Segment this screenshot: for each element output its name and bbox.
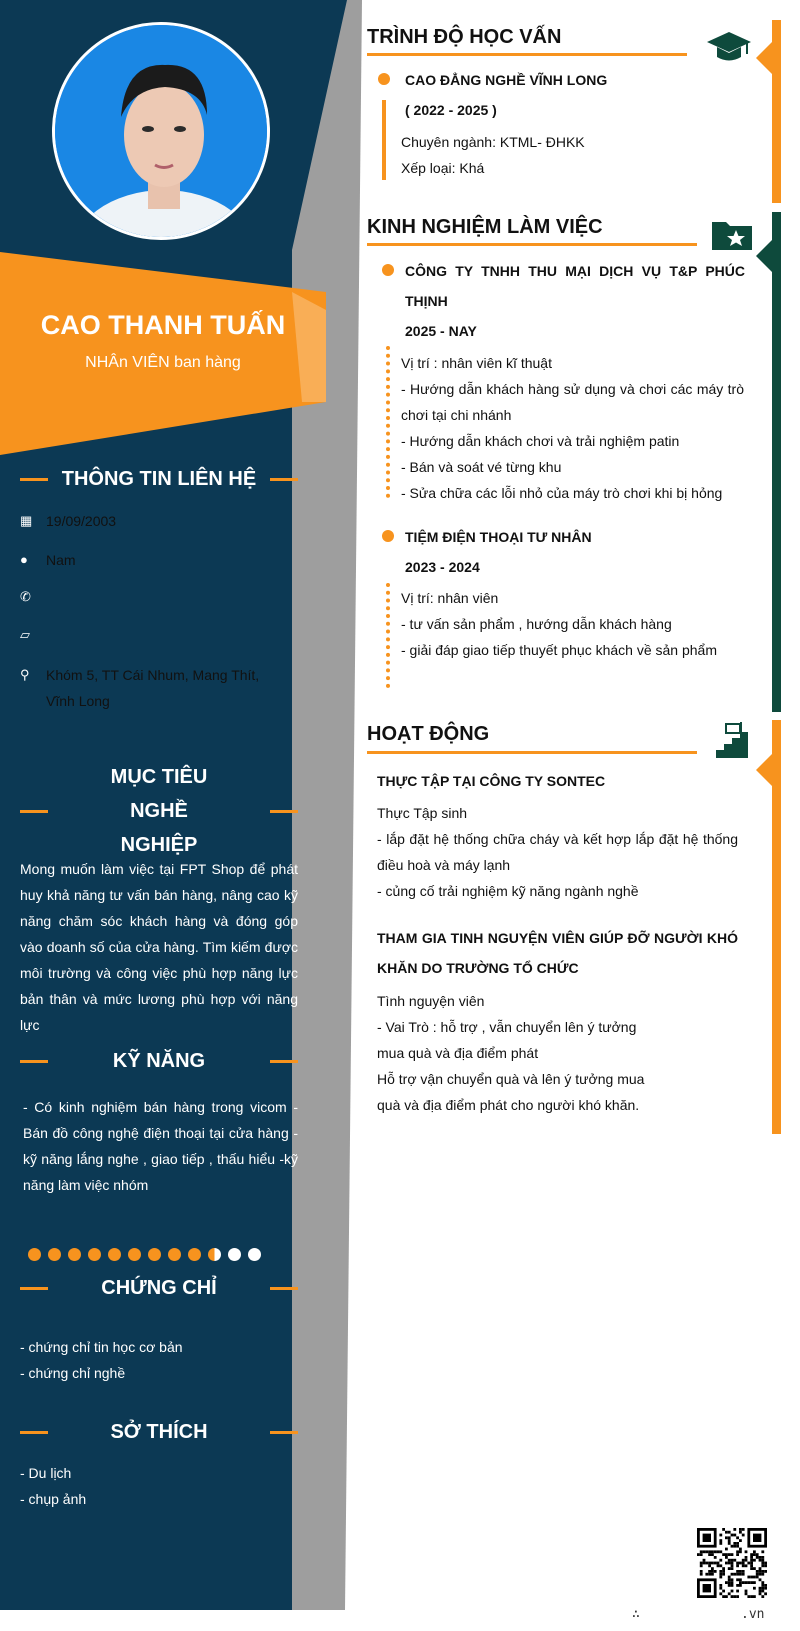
job-line: - Bán và soát vé từng khu — [401, 459, 562, 475]
timeline-line — [382, 100, 386, 180]
activity-details — [377, 988, 667, 1118]
job-line: Vị trí : nhân viên kĩ thuật — [401, 355, 552, 371]
objective-text: Mong muốn làm việc tại FPT Shop để phát huy khả năng tư vấn bán hàng, nâng cao kỹ năng chăm sóc khách hàng và đóng góp vào doanh số của cửa hàng. Tìm kiếm được môi trường và công việc phù hợp năng lực bản thân và mức lương phù hợp với năng lực — [20, 861, 298, 1033]
heading-dash — [20, 810, 48, 813]
avatar — [52, 22, 270, 240]
contact-heading — [20, 462, 298, 496]
certificates-heading — [20, 1271, 298, 1305]
skills-text: - Có kinh nghiệm bán hàng trong vicom - Bán đồ công nghệ điện thoại tại cửa hàng - kỹ năng lắng nghe , giao tiếp , thấu hiểu -kỹ năng làm việc nhóm — [23, 1099, 298, 1193]
hobbies-heading — [20, 1415, 298, 1449]
skills-heading — [20, 1044, 298, 1078]
qr-code-icon — [697, 1528, 767, 1598]
list-item: - Du lịch — [20, 1465, 72, 1481]
activity-title: THỰC TẬP TẠI CÔNG TY SONTEC — [377, 773, 606, 789]
skills-heading-text: KỸ NĂNG — [112, 1050, 206, 1072]
heading-dash — [270, 478, 298, 481]
activities-sidebar-bar — [772, 720, 781, 1134]
timeline-bullet — [382, 530, 394, 542]
user-icon: ● — [20, 552, 28, 567]
heading-dash — [270, 810, 298, 813]
activities-flag — [756, 754, 772, 786]
certificates-list — [20, 1334, 298, 1386]
list-item: - chụp ảnh — [20, 1491, 87, 1507]
education-major: Chuyên ngành: KTML- ĐHKK — [401, 134, 585, 150]
rating-dot — [248, 1248, 261, 1261]
education-grade: Xếp loại: Khá — [401, 160, 485, 176]
job-details — [401, 350, 744, 506]
hobbies-heading-text: SỞ THÍCH — [110, 1421, 208, 1443]
rating-dot — [208, 1248, 221, 1261]
job-period: 2023 - 2024 — [405, 559, 480, 575]
timeline-bullet — [378, 73, 390, 85]
rating-dot — [128, 1248, 141, 1261]
heading-underline — [367, 751, 697, 754]
experience-heading: KINH NGHIỆM LÀM VIỆC — [367, 216, 603, 238]
stairs-icon — [716, 722, 752, 758]
job-line: - Hướng dẫn khách hàng sử dụng và chơi các máy trò chơi tại chi nhánh — [401, 381, 744, 423]
phone-icon: ✆ — [20, 589, 31, 604]
objective-heading — [20, 760, 298, 862]
hobbies-list — [20, 1460, 298, 1512]
footer-domain: .vn — [741, 1607, 765, 1622]
contact-birthday — [20, 508, 300, 534]
mail-icon: ▱ — [20, 627, 30, 642]
rating-dot — [108, 1248, 121, 1261]
candidate-name: CAO THANH TUẤN — [40, 310, 286, 340]
heading-dash — [20, 1431, 48, 1434]
rating-dot — [48, 1248, 61, 1261]
contact-gender — [20, 547, 300, 573]
activity-details — [377, 800, 738, 904]
map-pin-icon: ⚲ — [20, 667, 30, 682]
experience-flag — [756, 240, 772, 272]
heading-dash — [270, 1060, 298, 1063]
education-heading: TRÌNH ĐỘ HỌC VẤN — [367, 26, 562, 48]
certificates-heading-text: CHỨNG CHỈ — [101, 1277, 217, 1299]
education-flag — [756, 42, 772, 74]
rating-dot — [68, 1248, 81, 1261]
calendar-icon: ▦ — [20, 513, 33, 528]
contact-email — [20, 622, 300, 648]
activities-heading: HOẠT ĐỘNG — [367, 723, 490, 745]
heading-dash — [20, 1060, 48, 1063]
heading-underline — [367, 53, 687, 56]
folder-star-icon — [712, 218, 752, 250]
job-company: TIỆM ĐIỆN THOẠI TƯ NHÂN — [405, 529, 592, 545]
graduation-cap-icon — [707, 30, 751, 64]
job-company: CÔNG TY TNHH THU MẠI DỊCH VỤ T&P PHÚC THỊNH — [405, 263, 745, 309]
activity-line: Hỗ trợ vận chuyển quà và lên ý tưởng mua quà và địa điểm phát cho người khó khăn. — [377, 1071, 645, 1113]
rating-dot — [168, 1248, 181, 1261]
job-details — [401, 585, 744, 663]
rating-dot — [28, 1248, 41, 1261]
timeline-bullet — [382, 264, 394, 276]
skill-rating — [28, 1248, 261, 1261]
rating-dot — [188, 1248, 201, 1261]
activity-line: Thực Tập sinh — [377, 805, 468, 821]
heading-underline — [367, 243, 697, 246]
birthday-value: 19/09/2003 — [46, 513, 117, 529]
job-line: - giải đáp giao tiếp thuyết phục khách về sản phẩm — [401, 642, 717, 658]
education-period: ( 2022 - 2025 ) — [405, 102, 497, 118]
contact-heading-text: THÔNG TIN LIÊN HỆ — [61, 468, 257, 490]
job-line: - tư vấn sản phẩm , hướng dẫn khách hàng — [401, 616, 672, 632]
rating-dot — [88, 1248, 101, 1261]
contact-phone — [20, 584, 300, 610]
job-period: 2025 - NAY — [405, 323, 477, 339]
heading-dash — [270, 1431, 298, 1434]
objective-heading-text: MỤC TIÊU NGHỀ NGHIỆP — [110, 766, 208, 856]
candidate-title: NHÂn VIÊN ban hàng — [85, 354, 241, 371]
education-school: CAO ĐẲNG NGHỀ VĨNH LONG — [405, 72, 608, 88]
activity-line: Tình nguyện viên — [377, 993, 485, 1009]
list-item: - chứng chỉ nghề — [20, 1365, 126, 1381]
activity-line: - lắp đặt hệ thống chữa cháy và kết hợp lắp đặt hệ thống điều hoà và máy lạnh — [377, 831, 738, 873]
rating-dot — [148, 1248, 161, 1261]
education-sidebar-bar — [772, 20, 781, 203]
job-line: - Sửa chữa các lỗi nhỏ của máy trò chơi khi bị hỏng — [401, 485, 723, 501]
job-line: Vị trí: nhân viên — [401, 590, 499, 606]
rating-dot — [228, 1248, 241, 1261]
timeline-dotted-line — [386, 583, 390, 688]
activity-line: - Vai Trò : hỗ trợ , vẫn chuyển lên ý tưởng mua quà và địa điểm phát — [377, 1019, 637, 1061]
contact-address — [20, 662, 300, 714]
gender-value: Nam — [46, 552, 76, 568]
activity-line: - củng cố trải nghiệm kỹ năng ngành nghề — [377, 883, 639, 899]
heading-dash — [270, 1287, 298, 1290]
activity-title: THAM GIA TINH NGUYỆN VIÊN GIÚP ĐỠ NGƯỜI KHÓ KHĂN DO TRƯỜNG TỔ CHỨC — [377, 930, 738, 976]
job-line: - Hướng dẫn khách chơi và trải nghiệm patin — [401, 433, 680, 449]
heading-dash — [20, 1287, 48, 1290]
footer-mark: ∴ — [632, 1607, 640, 1622]
list-item: - chứng chỉ tin học cơ bản — [20, 1339, 183, 1355]
heading-dash — [20, 478, 48, 481]
address-value: Khóm 5, TT Cái Nhum, Mang Thít, Vĩnh Long — [46, 667, 260, 709]
timeline-dotted-line — [386, 346, 390, 498]
experience-sidebar-bar — [772, 212, 781, 712]
